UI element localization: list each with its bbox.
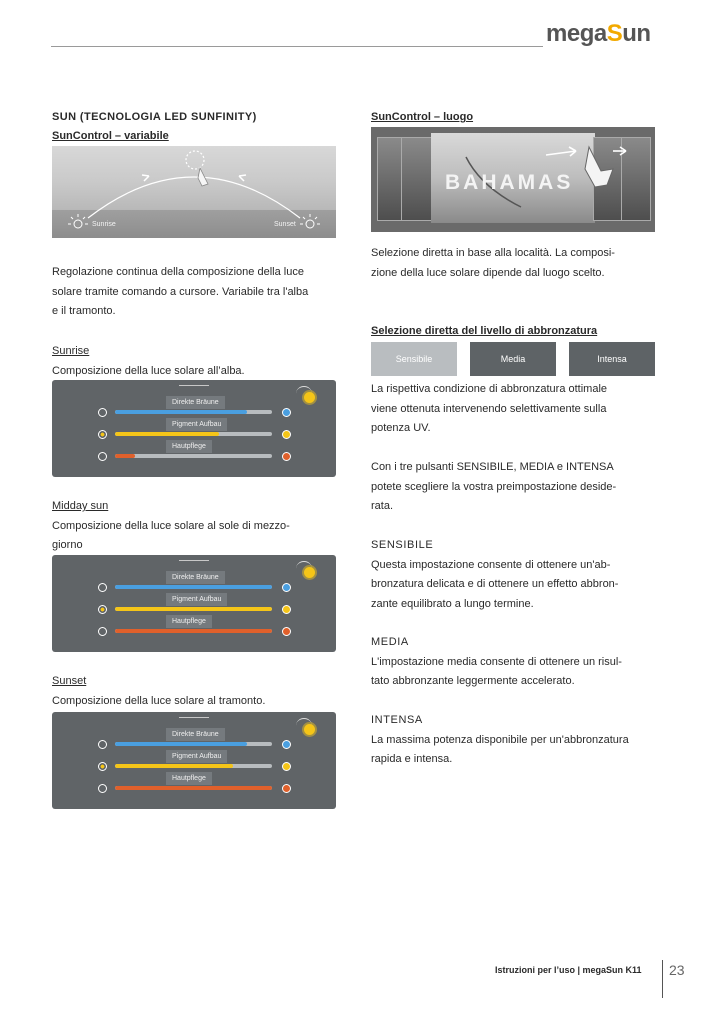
intensa-title: INTENSA	[371, 714, 423, 726]
slider-min-dot	[98, 408, 107, 417]
header-rule	[51, 46, 543, 47]
slider-max-dot	[282, 583, 291, 592]
intensa-mode: INTENSA La massima potenza disponibile per un'abbronzatura rapida e intensa.	[371, 711, 655, 770]
intensa-button[interactable]: Intensa	[569, 342, 655, 376]
slider-max-dot	[282, 605, 291, 614]
slider-fill	[115, 432, 219, 436]
slider-label: Pigment Aufbau	[166, 418, 227, 431]
slider-max-dot	[282, 430, 291, 439]
slider-min-dot	[98, 740, 107, 749]
suncontrol-variable-heading: SunControl – variabile	[52, 130, 169, 142]
slider-label: Direkte Bräune	[166, 571, 225, 584]
sun-icon	[304, 724, 315, 735]
slider-fill	[115, 585, 272, 589]
slider-track[interactable]	[115, 764, 272, 768]
slider-min-dot	[98, 784, 107, 793]
tan-paragraph-2: Con i tre pulsanti SENSIBILE, MEDIA e INTENSA potete scegliere la vostra preimpostazione deside- rata.	[371, 461, 617, 512]
megasun-logo: megaSun	[546, 20, 651, 47]
slider-label: Direkte Bräune	[166, 728, 225, 741]
slider-max-dot	[282, 627, 291, 636]
slider-track[interactable]	[115, 629, 272, 633]
midday-section: Midday sun Composizione della luce solare al sole di mezzo- giorno	[52, 497, 336, 556]
tan-level-heading: Selezione diretta del livello di abbronzatura	[371, 325, 598, 337]
location-description: Selezione diretta in base alla località. La composi- zione della luce solare dipende dal luogo scelto.	[371, 247, 615, 279]
slider-min-dot	[98, 452, 107, 461]
footer-text: Istruzioni per l’uso | megaSun K11	[495, 965, 642, 975]
slider-max-dot	[282, 408, 291, 417]
sun-icon	[304, 567, 315, 578]
slider-max-dot	[282, 740, 291, 749]
slider-track[interactable]	[115, 786, 272, 790]
slider-min-dot	[98, 430, 107, 439]
sunrise-sunset-image	[52, 146, 336, 238]
sunrise-image-label: Sunrise	[92, 221, 116, 228]
slider-max-dot	[282, 452, 291, 461]
footer-divider	[662, 960, 663, 998]
slider-track[interactable]	[115, 585, 272, 589]
slider-min-dot	[98, 762, 107, 771]
slider-fill	[115, 742, 247, 746]
slider-label: Pigment Aufbau	[166, 750, 227, 763]
sunset-section: Sunset Composizione della luce solare al tramonto.	[52, 672, 336, 711]
media-mode: MEDIA L'impostazione media consente di ottenere un risul- tato abbronzante leggermente accelerato.	[371, 633, 655, 692]
slider-min-dot	[98, 605, 107, 614]
midday-title: Midday sun	[52, 500, 109, 512]
sunset-title: Sunset	[52, 675, 87, 687]
midday-control-panel	[52, 555, 336, 652]
sensibile-title: SENSIBILE	[371, 539, 434, 551]
slider-fill	[115, 786, 272, 790]
slider-max-dot	[282, 784, 291, 793]
slider-label: Direkte Bräune	[166, 396, 225, 409]
slider-track[interactable]	[115, 432, 272, 436]
suncontrol-location-heading: SunControl – luogo	[371, 111, 474, 123]
slider-fill	[115, 410, 247, 414]
sun-icon	[304, 392, 315, 403]
slider-fill	[115, 764, 233, 768]
sunrise-title: Sunrise	[52, 345, 90, 357]
slider-fill	[115, 629, 272, 633]
slider-track[interactable]	[115, 454, 272, 458]
tan-paragraph-1: La rispettiva condizione di abbronzatura ottimale viene ottenuta intervenendo selettivamente sulla potenza UV.	[371, 383, 608, 434]
slider-label: Hautpflege	[166, 772, 212, 785]
slider-label: Pigment Aufbau	[166, 593, 227, 606]
slider-fill	[115, 607, 272, 611]
slider-min-dot	[98, 583, 107, 592]
slider-track[interactable]	[115, 742, 272, 746]
slider-track[interactable]	[115, 410, 272, 414]
sensibile-button[interactable]: Sensibile	[371, 342, 457, 376]
media-title: MEDIA	[371, 636, 409, 648]
slider-min-dot	[98, 627, 107, 636]
slider-label: Hautpflege	[166, 440, 212, 453]
sunrise-section: Sunrise Composizione della luce solare all’alba.	[52, 342, 336, 381]
slider-fill	[115, 454, 135, 458]
location-title: BAHAMAS	[445, 171, 574, 194]
page-number: 23	[669, 962, 685, 978]
sunrise-control-panel	[52, 380, 336, 477]
bahamas-location-image	[371, 127, 655, 232]
slider-track[interactable]	[115, 607, 272, 611]
section-heading: SUN (TECNOLOGIA LED SUNFINITY)	[52, 111, 257, 123]
slider-max-dot	[282, 762, 291, 771]
sunset-control-panel	[52, 712, 336, 809]
slider-label: Hautpflege	[166, 615, 212, 628]
variable-description: Regolazione continua della composizione della luce solare tramite comando a cursore. Variabile tra l'alba e il tramonto.	[52, 266, 309, 317]
sensibile-mode: SENSIBILE Questa impostazione consente di ottenere un'ab- bronzatura delicata e di ottenere un effetto abbron- zante equilibrato a lungo termine.	[371, 536, 645, 614]
media-button[interactable]: Media	[470, 342, 556, 376]
sunset-image-label: Sunset	[274, 221, 296, 228]
